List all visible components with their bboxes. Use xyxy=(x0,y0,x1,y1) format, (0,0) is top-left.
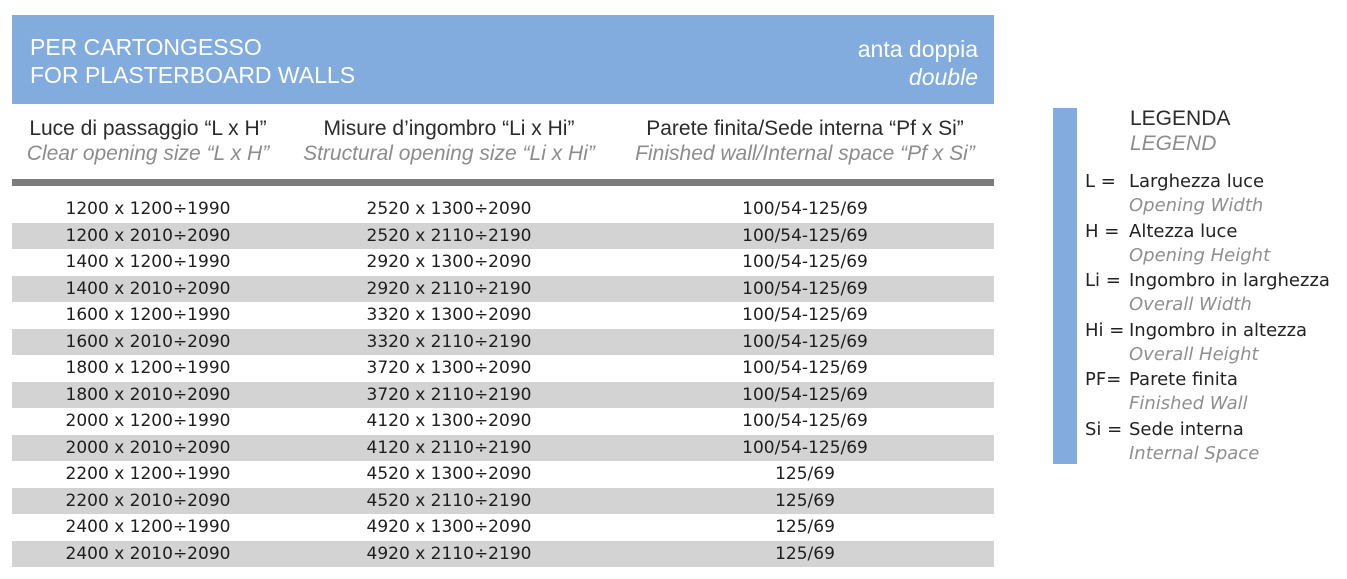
header-label-en: Structural opening size “Li x Hi” xyxy=(303,142,595,165)
header-label-it: Misure d’ingombro “Li x Hi” xyxy=(323,117,575,140)
cell-clear-opening: 2000 x 2010÷2090 xyxy=(65,437,231,458)
table-banner xyxy=(12,15,994,104)
legend-description-it: Ingombro in altezza xyxy=(1129,319,1308,341)
cell-structural-opening: 4520 x 2110÷2190 xyxy=(366,490,532,511)
cell-finished-wall: 125/69 xyxy=(775,543,835,564)
cell-finished-wall: 100/54-125/69 xyxy=(742,278,868,299)
cell-finished-wall: 100/54-125/69 xyxy=(742,411,868,431)
header-divider xyxy=(12,179,994,186)
cell-clear-opening: 1200 x 1200÷1990 xyxy=(65,199,231,219)
header-label-it: Luce di passaggio “L x H” xyxy=(29,117,267,140)
table-row xyxy=(12,435,994,462)
legend-description-en: Overall Width xyxy=(1129,294,1252,316)
cell-clear-opening: 2200 x 2010÷2090 xyxy=(65,490,231,511)
banner-title-it: PER CARTONGESSO xyxy=(30,34,262,60)
header-label-it: Parete finita/Sede interna “Pf x Si” xyxy=(646,117,964,140)
legend-description-en: Opening Height xyxy=(1129,244,1271,266)
cell-structural-opening: 3320 x 2110÷2190 xyxy=(366,331,532,352)
legend-description-it: Sede interna xyxy=(1129,418,1244,440)
cell-structural-opening: 4120 x 2110÷2190 xyxy=(366,437,532,458)
table-row xyxy=(12,382,994,409)
legend-list xyxy=(1085,170,1347,468)
cell-finished-wall: 125/69 xyxy=(775,517,835,537)
legend-item xyxy=(1085,418,1347,468)
cell-finished-wall: 125/69 xyxy=(775,464,835,484)
cell-clear-opening: 1600 x 1200÷1990 xyxy=(65,305,231,325)
legend-item xyxy=(1085,220,1347,270)
legend-description-en: Overall Height xyxy=(1129,343,1259,365)
cell-finished-wall: 100/54-125/69 xyxy=(742,305,868,325)
legend-description-en: Finished Wall xyxy=(1129,393,1248,415)
cell-clear-opening: 1200 x 2010÷2090 xyxy=(65,225,231,246)
legend-item xyxy=(1085,170,1347,220)
legend-title xyxy=(1130,106,1230,156)
header-clear-opening xyxy=(12,116,284,166)
legend-description-en: Opening Width xyxy=(1129,195,1264,216)
cell-clear-opening: 2400 x 2010÷2090 xyxy=(65,543,231,564)
legend-item xyxy=(1085,269,1347,319)
cell-clear-opening: 2400 x 1200÷1990 xyxy=(65,517,231,537)
legend-symbol: Hi = xyxy=(1085,319,1125,341)
header-finished-wall xyxy=(614,116,996,166)
cell-clear-opening: 1400 x 2010÷2090 xyxy=(65,278,231,299)
cell-clear-opening: 1800 x 2010÷2090 xyxy=(65,384,231,405)
cell-finished-wall: 100/54-125/69 xyxy=(742,331,868,352)
legend-title-it: LEGENDA xyxy=(1130,107,1231,130)
cell-structural-opening: 4520 x 1300÷2090 xyxy=(366,464,532,484)
legend-item xyxy=(1085,368,1347,418)
cell-structural-opening: 2520 x 1300÷2090 xyxy=(366,199,532,219)
table-row xyxy=(12,276,994,303)
cell-clear-opening: 2000 x 1200÷1990 xyxy=(65,411,231,431)
cell-structural-opening: 2920 x 1300÷2090 xyxy=(366,252,532,272)
legend-description-it: Ingombro in larghezza xyxy=(1129,270,1330,292)
cell-finished-wall: 100/54-125/69 xyxy=(742,437,868,458)
cell-finished-wall: 100/54-125/69 xyxy=(742,199,868,219)
cell-structural-opening: 2520 x 2110÷2190 xyxy=(366,225,532,246)
legend-description-en: Internal Space xyxy=(1129,442,1260,464)
legend-description-it: Altezza luce xyxy=(1129,220,1238,242)
cell-structural-opening: 3720 x 1300÷2090 xyxy=(366,358,532,378)
table-row xyxy=(12,408,994,435)
banner-title xyxy=(30,33,355,89)
cell-clear-opening: 1400 x 1200÷1990 xyxy=(65,252,231,272)
legend-accent-bar xyxy=(1053,108,1077,464)
legend-symbol: H = xyxy=(1085,220,1120,242)
table-row xyxy=(12,355,994,382)
table-row xyxy=(12,223,994,250)
table-row xyxy=(12,329,994,356)
cell-structural-opening: 3720 x 2110÷2190 xyxy=(366,384,532,405)
table-row xyxy=(12,302,994,329)
table-row xyxy=(12,461,994,488)
table-row xyxy=(12,249,994,276)
cell-finished-wall: 100/54-125/69 xyxy=(742,358,868,378)
legend-symbol: Li = xyxy=(1085,270,1121,292)
table-row xyxy=(12,196,994,223)
cell-clear-opening: 1800 x 1200÷1990 xyxy=(65,358,231,378)
cell-clear-opening: 2200 x 1200÷1990 xyxy=(65,464,231,484)
legend-symbol: PF= xyxy=(1085,369,1122,391)
table-row xyxy=(12,488,994,515)
banner-type-it: anta doppia xyxy=(857,36,978,62)
size-table xyxy=(12,196,994,567)
legend-item xyxy=(1085,319,1347,369)
cell-structural-opening: 3320 x 1300÷2090 xyxy=(366,305,532,325)
table-row xyxy=(12,541,994,568)
header-structural-opening xyxy=(284,116,614,166)
banner-title-en: FOR PLASTERBOARD WALLS xyxy=(30,62,356,88)
cell-clear-opening: 1600 x 2010÷2090 xyxy=(65,331,231,352)
cell-structural-opening: 4120 x 1300÷2090 xyxy=(366,411,532,431)
banner-door-type xyxy=(858,35,978,91)
cell-structural-opening: 4920 x 1300÷2090 xyxy=(366,517,532,537)
header-label-en: Clear opening size “L x H” xyxy=(26,142,270,165)
cell-structural-opening: 2920 x 2110÷2190 xyxy=(366,278,532,299)
legend-description-it: Parete finita xyxy=(1129,369,1238,391)
legend-title-en: LEGEND xyxy=(1130,132,1217,155)
legend-symbol: Si = xyxy=(1085,418,1123,440)
cell-finished-wall: 100/54-125/69 xyxy=(742,225,868,246)
legend-symbol: L = xyxy=(1085,171,1116,192)
legend-description-it: Larghezza luce xyxy=(1129,171,1265,192)
cell-finished-wall: 100/54-125/69 xyxy=(742,252,868,272)
banner-type-en: double xyxy=(908,64,978,90)
table-row xyxy=(12,514,994,541)
column-headers xyxy=(12,116,994,176)
cell-finished-wall: 125/69 xyxy=(775,490,835,511)
header-label-en: Finished wall/Internal space “Pf x Si” xyxy=(635,142,975,165)
cell-structural-opening: 4920 x 2110÷2190 xyxy=(366,543,532,564)
cell-finished-wall: 100/54-125/69 xyxy=(742,384,868,405)
